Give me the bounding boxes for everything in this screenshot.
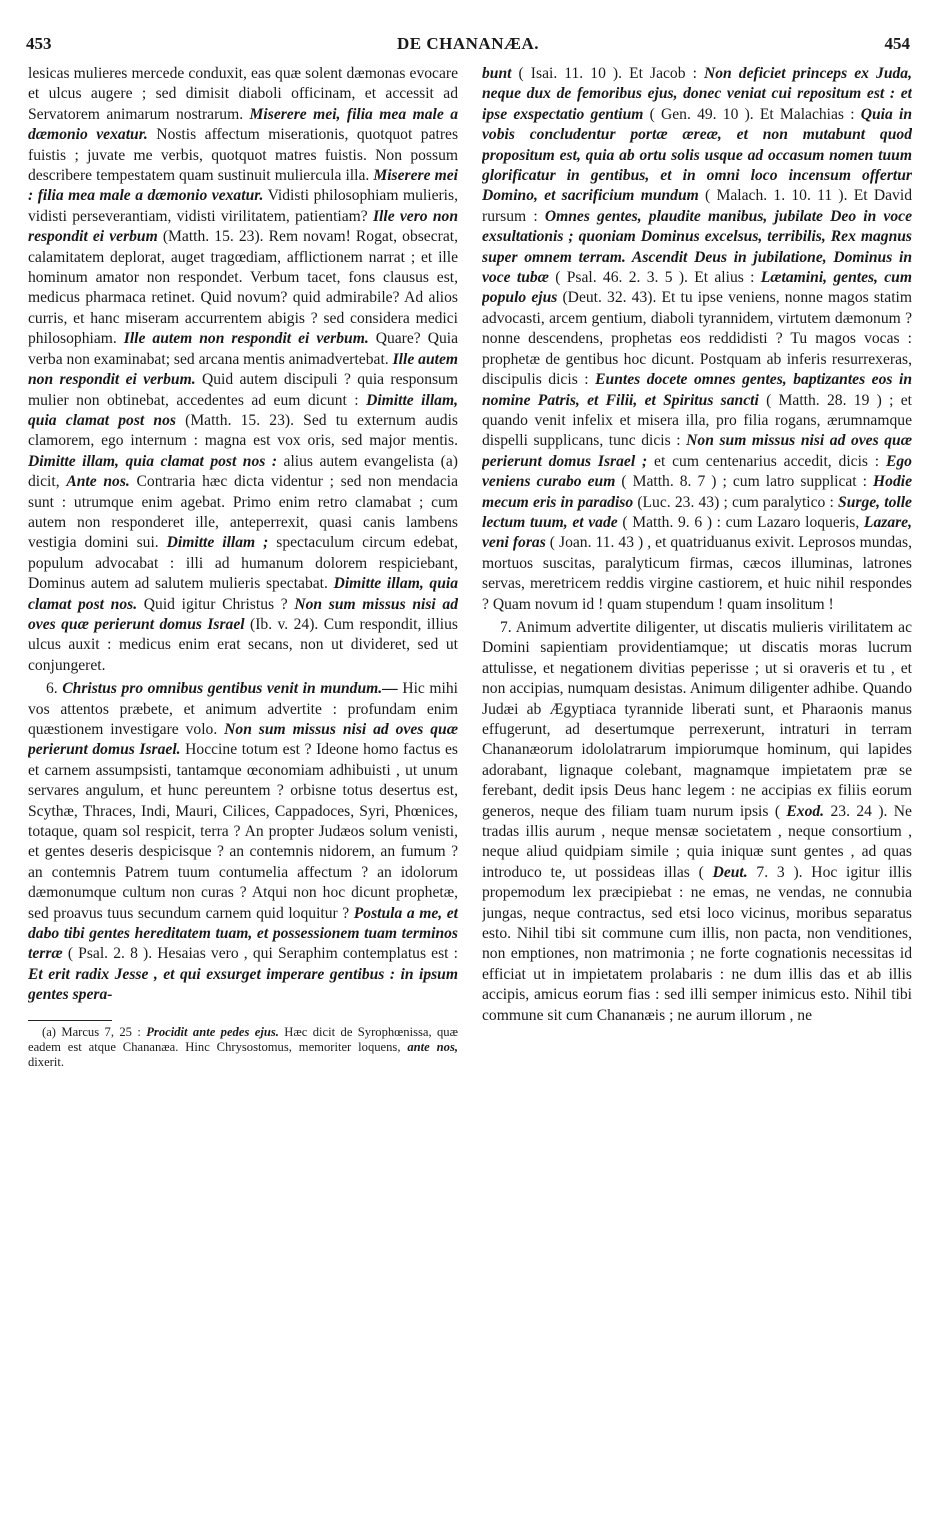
- text-span: ( Matth. 9. 6 ) : cum Lazaro loqueris,: [617, 513, 864, 531]
- footnote: [28, 1025, 458, 1070]
- text-span: 7. 3 ). Hoc igitur illis propemodum lex præcipiebat : ne emas, ne vendas, ne connubia jungas, neque contractus, sed etsi loco vicinus, moribus separatus esto. Nihil tibi sit commune cum illis, non pacta, non venditiones, non emptiones, non matrimonia ; ne forte cognationis necessitas id efficiat ut in impietatem prolabaris : ne dum illis das et ab illis accipis, amicus eorum fias : sed illi semper inimicus esto. Nihil tibi commune sit cum Chananæis ; ne aurum illorum , ne: [482, 863, 912, 1024]
- text-span: Hic mihi vos attentos præbete, et animum advertite : profundam enim quæstionem investigare volo.: [28, 680, 458, 738]
- section-number: 6.: [46, 680, 63, 698]
- text-span: Contraria hæc dicta videntur ; sed non mendacia sunt : utrumque enim agebat. Primo enim retro clamabat ; cum autem non responderet ille, anteperrexit, quasi canis lambens vestigia domini sui.: [28, 473, 458, 552]
- quotation: Ille vero non respondit ei verbum: [28, 207, 458, 246]
- text-span: ( Matth. 8. 7 ) ; cum latro supplicat :: [615, 473, 874, 491]
- text-span: (Deut. 32. 43). Et tu ipse veniens, nonne magos statim advocasti, arcem gentium, diaboli tyrannidem, virtutem dæmonum ? nonne descendens, prophetas eos reddidisti ? Tu magos vocas : prophetæ de gentibus hoc dicunt. Postquam ab inferis resurrexeras, discipulis dicis :: [482, 289, 912, 389]
- text-span: (Ib. v. 24). Cum respondit, illius ulcus auxit : medicus enim erat secans, non ut divideret, sed ut conjungeret.: [28, 615, 458, 674]
- quotation: Omnes gentes, plaudite manibus, jubilate Deo in voce exsultationis ; quoniam Dominus excelsus, terribilis, Rex magnus super omnem terram. Ascendit Deus in jubilatione, Dominus in voce tubæ: [482, 207, 912, 287]
- text-span: alius autem evangelista (a) dicit,: [28, 452, 458, 491]
- quotation: Et erit radix Jesse , et qui exsurget imperare gentibus : in ipsum gentes spera-: [28, 965, 458, 1004]
- text-span: Nostis affectum miserationis, quotquot patres fuistis ; juvate me verbis, quotquot matres fuistis. Non possum describere tempestatem quam sustinuit muliercula illa.: [28, 126, 458, 185]
- left-column: [28, 64, 458, 1504]
- running-title: DE CHANANÆA.: [397, 34, 539, 53]
- text-span: dixerit.: [28, 1054, 65, 1069]
- quotation: Dimitte illam, quia clamat post nos :: [28, 452, 278, 470]
- quotation: Non sum missus nisi ad oves quæ perierunt domus Israel: [28, 595, 458, 633]
- text-span: 7. Animum advertite diligenter, ut discatis mulieris virilitatem ac Domini sapientiam providentiamque; ut discatis moras lucrum attulisse, et negationem divitias peperisse ; ut si oraveris et tu , et non accipias, numquam desistas. Animum diligenter adhibe. Quando Judæi ab Ægyptiaca tyrannide liberati sunt, et Pharaonis manus effugerunt, ad desertumque perrexerunt, intraturi in terram Chananæorum idololatrarum impiorumque hominum, qui lapides adorabant, lignaque colebant, magnamque impietatem præ se ferebant, dedit ipsis Deus hanc legem : ne accipias ex filiis eorum generos, neque des filiam tuam nurum ipsis (: [482, 618, 912, 820]
- footnote-marker: (a) Marcus 7, 25 :: [42, 1024, 147, 1039]
- text-span: ( Joan. 11. 43 ) , et quatriduanus exivit. Leprosos mundas, mortuos suscitas, paralyticum firmas, cæcos illuminas, latrones servas, meretricem reddis virgine castiorem, et huic nihil respondes ? Quam novum id ! quam stupendum ! quam insolitum !: [482, 534, 912, 613]
- page-number-right: 454: [884, 34, 910, 53]
- section-title: Christus pro omnibus gentibus venit in mundum.—: [62, 680, 398, 698]
- quotation: Dimitte illam ;: [166, 534, 269, 552]
- quotation: Euntes docete omnes gentes, baptizantes eos in nomine Patris, et Filii, et Spiritus sancti: [482, 371, 912, 409]
- quotation: Miserere mei : filia mea male a dæmonio vexatur.: [28, 167, 458, 205]
- paragraph-continued: [28, 64, 458, 676]
- text-span: Quare? Quia verba non examinabat; sed arcana mentis animadvertebat.: [28, 330, 458, 368]
- text-span: Hoccine totum est ? Ideone homo factus es et carnem assumpsisti, tantamque œconomiam adhibuisti , ut unum servares angulum, et hunc pereuntem ? orbisne totus desertus est, Scythæ, Thraces, Indi, Mauri, Cilices, Cappadoces, Syri, Phœnices, totaque, quam sol respicit, terra ? An propter Judæos solum venisti, et gentes deseris despicisque ? an contemnis nidorem, an fumum ? an contemnis Patrem tuum contumelia affectum ? an idolorum dæmonumque cultum non curas ? Atqui non hoc dicunt prophetæ, sed proavus tuus secundum carnem quid loquitur ?: [28, 741, 458, 922]
- quotation: Procidit ante pedes ejus.: [146, 1024, 279, 1039]
- section-6: [28, 679, 458, 1006]
- quotation: Hodie mecum eris in paradiso: [482, 473, 912, 511]
- quotation: Lazare, veni foras: [482, 513, 912, 552]
- quotation: Non deficiet princeps ex Juda, neque dux de femoribus ejus, donec veniat cui repositum est : et ipse exspectatio gentium: [482, 65, 912, 123]
- quotation: Postula a me, et dabo tibi gentes hereditatem tuam, et possessionem tuam terminos terræ: [28, 904, 458, 963]
- quotation: Miserere mei, filia mea male a dæmonio vexatur.: [28, 105, 458, 144]
- text-span: ( Matth. 28. 19 ) ; et quando venit infelix et misera illa, pro filia rogans, ærumnamque dispelli supplicans, tunc dicis :: [482, 391, 912, 450]
- quotation: Non sum missus nisi ad oves quæ perierunt domus Israel.: [28, 721, 458, 759]
- running-header: [26, 34, 910, 58]
- quotation: Ego veniens curabo eum: [482, 452, 912, 491]
- text-span: Quid autem discipuli ? quia responsum mulier non obtinebat, accedentes ad eum dicunt :: [28, 371, 458, 409]
- quotation: Ille autem non respondit ei verbum.: [123, 330, 369, 348]
- text-span: (Matth. 15. 23). Sed tu externum audis clamorem, ego internum : magna est vox oris, sed major mentis.: [28, 411, 458, 450]
- quotation: bunt: [482, 65, 512, 82]
- text-span: et cum centenarius accedit, dicis :: [647, 452, 886, 470]
- quotation: Lætamini, gentes, cum populo ejus: [482, 269, 912, 307]
- quotation: Quia in vobis concludentur portæ æreæ, et non mutabunt quod propositum est, quia ab ortu solis usque ad occasum nomen tuum glorificatur in gentibus, et in omni loco incensum offertur Domino, et sacrificium mundum: [482, 105, 912, 205]
- quotation: ante nos,: [407, 1039, 458, 1054]
- text-span: lesicas mulieres mercede conduxit, eas quæ solent dæmonas evocare et ulcus augere ; sed dimisit diaboli officinam, et accessit ad Servatorem animarum nostrarum.: [28, 65, 458, 123]
- section-7: [482, 618, 912, 1026]
- quotation: Non sum missus nisi ad oves quæ perierunt domus Israel ;: [482, 432, 912, 470]
- text-span: ( Gen. 49. 10 ). Et Malachias :: [643, 105, 861, 123]
- paragraph-continued: [482, 64, 912, 615]
- quotation: Ante nos.: [66, 473, 130, 491]
- text-span: 23. 24 ). Ne tradas illis aurum , neque mensæ societatem , neque consortium , neque aliud quidpiam simile ; quia iniquæ sunt gentes , ad quas introduco te, ut possideas illas (: [482, 802, 912, 881]
- quotation: Ille autem non respondit ei verbum.: [28, 350, 458, 389]
- text-span: (Matth. 15. 23). Rem novam! Rogat, obsecrat, calamitatem deplorat, auget tragœdiam, afflictionem narrat ; et ille hominum amator non respondet. Verbum tacet, fons clausus est, medicus pharmaca retinet. Quid novum? quid admirabile? Ad alios curris, et hanc miseram accurrentem abigis ? sed considera medici philosophiam.: [28, 228, 458, 348]
- footnote-rule: [28, 1020, 112, 1021]
- text-span: ( Isai. 11. 10 ). Et Jacob :: [511, 65, 704, 82]
- quotation: Dimitte illam, quia clamat post nos: [28, 391, 458, 429]
- citation: Exod.: [786, 802, 825, 820]
- text-span: Vidisti philosophiam mulieris, vidisti perseverantiam, vidisti virilitatem, patientiam?: [28, 187, 458, 225]
- page-number-left: 453: [26, 34, 52, 53]
- text-span: Hæc dicit de Syrophœnissa, quæ eadem est atque Chananæa. Hinc Chrysostomus, memoriter loquens,: [28, 1024, 458, 1054]
- text-span: ( Malach. 1. 10. 11 ). Et David rursum :: [482, 187, 912, 225]
- text-span: spectaculum circum edebat, populum advocabat : illi ad humanum dolorem respiciebant, Dominus autem ad salutem mulieris spectabat.: [28, 534, 458, 593]
- right-column: [482, 64, 912, 1504]
- text-span: (Luc. 23. 43) ; cum paralytico :: [633, 493, 839, 511]
- text-span: ( Psal. 46. 2. 3. 5 ). Et alius :: [548, 269, 761, 287]
- text-span: Quid igitur Christus ?: [137, 595, 295, 613]
- citation: Deut.: [712, 863, 748, 881]
- quotation: Surge, tolle lectum tuum, et vade: [482, 493, 912, 531]
- text-span: ( Psal. 2. 8 ). Hesaias vero , qui Seraphim contemplatus est :: [62, 945, 458, 963]
- quotation: Dimitte illam, quia clamat post nos.: [28, 575, 458, 613]
